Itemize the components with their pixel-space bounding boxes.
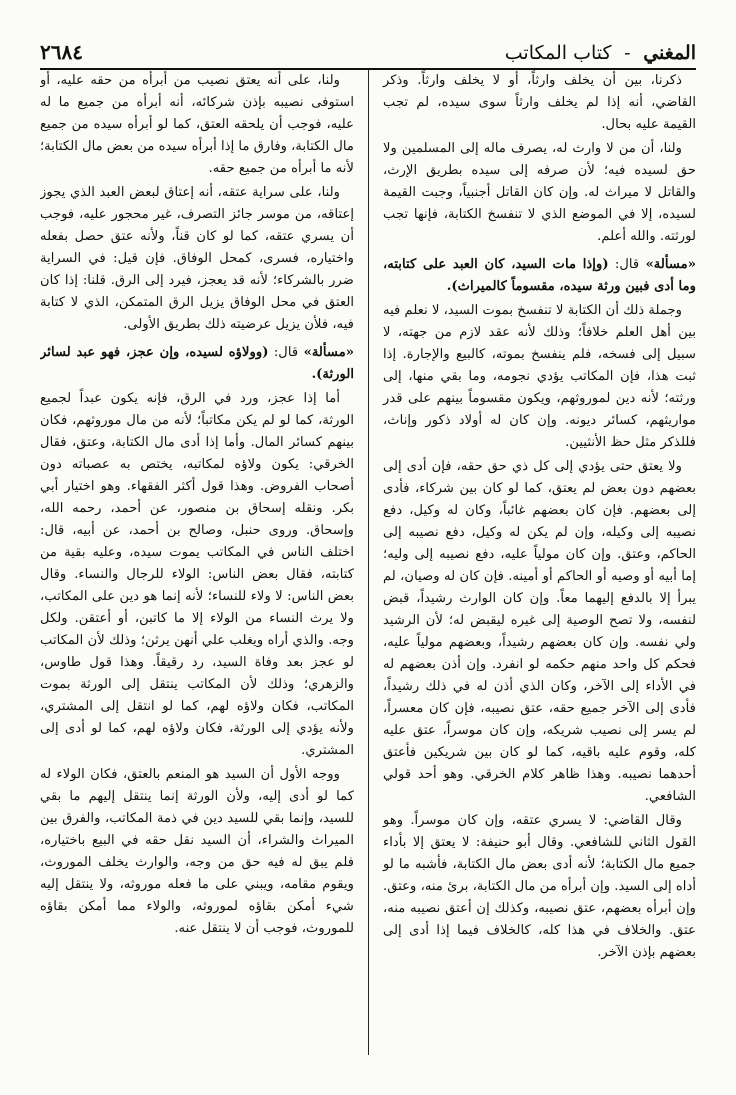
issue-intro: قال: — [273, 345, 299, 360]
text-paragraph: ولا يعتق حتى يؤدي إلى كل ذي حق حقه، فإن أدى إلى بعضهم دون بعض لم يعتق، كما لو كان بين شركاء، فأدى إلى بعضهم. فإن كان بعضهم غائباً، وكان له وكيل، دفع نصيبه إلى وكيله، وإن لم يكن له وكيل، دفع نصيبه إلى الحاكم، وعتق. وإن كان مولياً عليه، دفع نصيبه إلى وليه؛ إما أبيه أو وصيه أو الحاكم أو أمينه. فإن كان له وصيان، لم يبرأ إلا بالدفع إليهما معاً. وإن كان الوارث رشيداً، قبض لنفسه، ولا تصح الوصية إلى غيره ليقبض له؛ لأن الرشيد ولي نفسه. وإن كان بعضهم رشيداً، وبعضهم مولياً عليه، فحكم كل واحد منهم حكمه لو انفرد. وإن أذن بعضهم له في الأداء إلى الآخر، وكان الذي أذن له في ذلك رشيداً، فأدى إلى الآخر جميع حقه، عتق نصيبه، فإن كان معسراً، لم يسر إلى نصيب شريكه، وإن كان موسراً، عتق عليه كله، وقوم عليه باقيه، كما لو كان بين شريكين فأعتق أحدهما نصيبه. وهذا ظاهر كلام الخرقي. وهو أحد قولي الشافعي. — [383, 459, 696, 804]
text-paragraph: وجملة ذلك أن الكتابة لا تنفسخ بموت السيد، لا نعلم فيه بين أهل العلم خلافاً؛ وذلك لأنه عقد لازم من جهته، لا سبيل إلى فسخه، فلم ينفسخ بموته، كالبيع والإجارة. إذا ثبت هذا، فإن المكاتب يؤدي نجومه، وما بقي منها، إلى ورثته؛ لأنه دين لموروثهم، ويكون مقسوماً بينهم على قدر مواريثهم، كسائر ديونه. وإن كان له أولاد ذكور وإناث، فللذكر مثل حظ الأنثيين. — [383, 303, 696, 450]
issue-paragraph — [383, 254, 696, 298]
page-number: ٢٦٨٤ — [40, 40, 83, 64]
text-columns — [40, 70, 696, 1055]
text-paragraph: ولنا، أن من لا وارث له، يصرف ماله إلى المسلمين ولا حق لسيده فيه؛ لأن صرفه إلى سيده بطريق الإرث، والقاتل لا ميراث له. وإن كان القاتل أجنبياً، وجبت القيمة لسيده، إلا في الموضع الذي لا تنفسخ الكتابة، فإنها تجب لورثته. والله أعلم. — [383, 141, 696, 244]
issue-label: «مسألة» — [303, 345, 354, 360]
issue-paragraph — [40, 342, 354, 386]
book-title: المغني — [643, 42, 696, 64]
issue-quote: (وإذا مات السيد، كان العبد على كتابته، وما أدى فبين ورثة سيده، مقسوماً كالميراث). — [383, 257, 696, 294]
issue-label: «مسألة» — [645, 257, 696, 272]
left-column — [40, 70, 368, 1055]
text-paragraph: ولنا، على سراية عتقه، أنه إعتاق لبعض العبد الذي يجوز إعتاقه، من موسر جائز التصرف، غير محجور عليه، فوجب أن يسري عتقه، كما لو كان قناً، ولأنه عتق حصل بفعله واختياره، فسرى، كمحل الوفاق. فإن قيل: في السراية ضرر بالشركاء؛ لأنه قد يعجز، فيرد إلى الرق. قلنا: إذا كان العتق في محل الوفاق يزيل الرق المتمكن، الذي لا كتابة فيه، فلأن يزيل عرضيته ذلك بطريق الأولى. — [40, 185, 354, 332]
chapter-title: كتاب المكاتب — [504, 42, 612, 64]
issue-intro: قال: — [614, 257, 640, 272]
page-header — [40, 30, 696, 70]
right-column — [368, 70, 696, 1055]
text-paragraph: ولنا، على أنه يعتق نصيب من أبرأه من حقه عليه، أو استوفى نصيبه بإذن شركائه، أنه أبرأه من جميع ما له عليه، فوجب أن يلحقه العتق، كما لو أبرأه سيده من جميع مال الكتابة، وفارق ما إذا أبرأه سيده من بعض مال الكتابة؛ لأنه ما أبرأه من جميع حقه. — [40, 73, 354, 176]
text-paragraph: ووجه الأول أن السيد هو المنعم بالعتق، فكان الولاء له كما لو أدى إليه، ولأن الورثة إنما ينتقل إليهم ما بقي للسيد، وإنما بقي للسيد دين في ذمة المكاتب، والفرق بين الميراث والشراء، أن السيد نقل حقه في البيع باختياره، فلم يبق له فيه حق من وجه، والوارث يخلف الموروث، ويقوم مقامه، ويبني على ما فعله موروثه، ولا ينتقل إليه شيء أمكن بقاؤه لموروثه، والولاء مما أمكن بقاؤه للموروث، فوجب أن لا ينتقل عنه. — [40, 767, 354, 936]
running-title — [505, 42, 696, 64]
title-separator: - — [624, 42, 631, 64]
issue-quote: (وولاؤه لسيده، وإن عجز، فهو عبد لسائر الورثة). — [40, 345, 354, 382]
text-paragraph: ذكرنا، بين أن يخلف وارثاً، أو لا يخلف وارثاً. وذكر القاضي، أنه إذا لم يخلف وارثاً سوى سيده، لم تجب القيمة عليه بحال. — [383, 73, 696, 132]
text-paragraph: وقال القاضي: لا يسري عتقه، وإن كان موسراً. وهو القول الثاني للشافعي. وقال أبو حنيفة: لا يعتق إلا بأداء جميع مال الكتابة؛ لأنه أدى بعض مال الكتابة، فأشبه ما لو أداه إلى السيد. وإن أبرأه من مال الكتابة، برئ منه، وعتق. وإن أبرأه بعضهم، عتق نصيبه، وكذلك إن أعتق نصيبه منه، عتق. والخلاف في هذا كله، كالخلاف فيما إذا أدى إلى بعضهم بإذن الآخر. — [383, 813, 696, 960]
text-paragraph: أما إذا عجز، ورد في الرق، فإنه يكون عبداً لجميع الورثة، كما لو لم يكن مكاتباً؛ لأنه من مال موروثهم، فكان بينهم كسائر المال. وأما إذا أدى مال الكتابة، وعتق، فقال الخرقي: يكون ولاؤه لمكاتبه، يختص به عصباته دون أصحاب الفروض. وهذا قول أكثر الفقهاء. وهو اختيار أبي بكر. ونقله إسحاق بن منصور، عن أحمد، رحمه الله، وإسحاق. وروى حنبل، وصالح بن أحمد، عن أبيه، قال: اختلف الناس في المكاتب يموت سيده، وعليه بقية من كتابته، فقال بعض الناس: الولاء للرجال والنساء. وقال بعض الناس: لا ولاء للنساء؛ لأنه إنما هو دين على المكاتب، ولا يرث النساء من الولاء إلا ما كاتبن، أو أعتقن. ولكل وجه. والذي أراه ويغلب علي أنهن يرثن؛ وذلك لأن المكاتب لو عجز بعد وفاة السيد، رد رقيقاً. وهذا قول طاوس، والزهري؛ وذلك لأن المكاتب ينتقل إلى الورثة بموت المكاتب، فكان ولاؤه لهم، كما لو انتقل إلى المشتري، ولأنه يؤدي إلى الورثة، فكان ولاؤه لهم، كما لو أدى إلى المشتري. — [40, 391, 354, 758]
